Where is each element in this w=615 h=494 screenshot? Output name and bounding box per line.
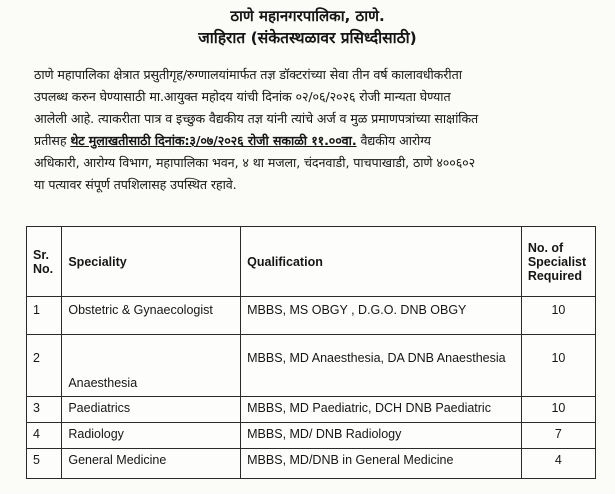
interview-date-text: थेट मुलाखतीसाठी दिनांक:३/०७/२०२६ रोजी सकाळी ११.००वा. xyxy=(70,133,357,148)
cell-qualification: MBBS, MD Anaesthesia, DA DNB Anaesthesia xyxy=(241,335,522,397)
cell-sr-no: 2 xyxy=(27,335,62,397)
cell-speciality: General Medicine xyxy=(62,449,241,479)
cell-speciality: Obstetric & Gynaecologist xyxy=(62,297,241,335)
paragraph-line xyxy=(34,130,594,152)
cell-qualification: MBBS, MS OBGY , D.G.O. DNB OBGY xyxy=(241,297,522,335)
cell-sr-no: 4 xyxy=(27,423,62,449)
paragraph-line: या पत्यावर संपूर्ण तपशिलासह उपस्थित रहावे. xyxy=(34,177,237,192)
cell-count: 10 xyxy=(521,397,595,423)
table-row xyxy=(27,423,596,449)
table-row xyxy=(27,397,596,423)
table-row xyxy=(27,335,596,397)
table-row xyxy=(27,297,596,335)
cell-speciality: Paediatrics xyxy=(62,397,241,423)
cell-count: 10 xyxy=(521,297,595,335)
table-header-row xyxy=(27,227,596,297)
paragraph-text: प्रतीसह xyxy=(34,133,71,148)
paragraph-line: उपलब्ध करुन घेण्यासाठी मा.आयुक्त महोदय यांची दिनांक ०२/०६/२०२६ रोजी मान्यता घेण्यात xyxy=(34,89,451,104)
cell-qualification: MBBS, MD/ DNB Radiology xyxy=(241,423,522,449)
table-row xyxy=(27,449,596,479)
header-qualification: Qualification xyxy=(241,227,522,297)
cell-count: 4 xyxy=(521,449,595,479)
cell-count: 7 xyxy=(521,423,595,449)
organization-title: ठाणे महानगरपालिका, ठाणे. xyxy=(230,7,385,25)
notice-paragraph xyxy=(34,64,594,196)
advertisement-title: जाहिरात (संकेतस्थळावर प्रसिध्दीसाठी) xyxy=(198,29,417,47)
cell-speciality: Radiology xyxy=(62,423,241,449)
paragraph-line: आलेली आहे. त्याकरीता पात्र व इच्छुक वैद्यकीय तज्ञ यांनी त्यांचे अर्ज व मुळ प्रमाणपत्रांच्या साक्षांकित xyxy=(34,111,479,126)
header-speciality: Speciality xyxy=(62,227,241,297)
paragraph-line: अधिकारी, आरोग्य विभाग, महापालिका भवन, ४ था मजला, चंदनवाडी, पाचपाखाडी, ठाणे ४००६०२ xyxy=(34,155,476,170)
header-sr-no: Sr. No. xyxy=(27,227,62,297)
paragraph-text: वैद्यकीय आरोग्य xyxy=(356,133,431,148)
cell-speciality: Anaesthesia xyxy=(62,335,241,397)
cell-sr-no: 3 xyxy=(27,397,62,423)
cell-sr-no: 5 xyxy=(27,449,62,479)
cell-qualification: MBBS, MD Paediatric, DCH DNB Paediatric xyxy=(241,397,522,423)
specialist-table xyxy=(26,226,596,479)
header-specialist-count: No. of Specialist Required xyxy=(521,227,595,297)
cell-count: 10 xyxy=(521,335,595,397)
cell-qualification: MBBS, MD/DNB in General Medicine xyxy=(241,449,522,479)
paragraph-line: ठाणे महापालिका क्षेत्रात प्रसुतीगृह/रुग्णालयांमार्फत तज्ञ डॉक्टरांच्या सेवा तीन वर्ष कालावधीकरीता xyxy=(34,67,462,82)
cell-sr-no: 1 xyxy=(27,297,62,335)
